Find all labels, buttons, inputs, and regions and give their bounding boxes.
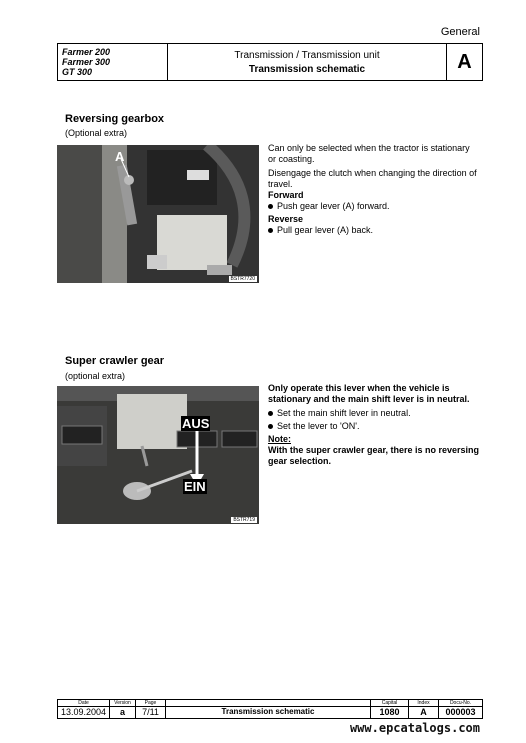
photo-tag: BSTR719 (233, 517, 255, 523)
footer-version-cell (110, 700, 136, 718)
bullet-icon (268, 424, 273, 429)
footer-label: Date (58, 700, 109, 707)
footer-label: Docu-No. (439, 700, 482, 707)
footer-index: A (420, 707, 427, 717)
section-title: Reversing gearbox (65, 113, 165, 125)
footer-label: Index (409, 700, 438, 707)
footer-capital-cell (371, 700, 409, 718)
footer-capital: 1080 (379, 707, 400, 717)
footer-docu: 000003 (445, 707, 476, 717)
note-text: With the super crawler gear, there is no reversing gear selection. (268, 445, 479, 466)
header-titles (168, 44, 446, 80)
page-subtitle: Transmission schematic (248, 64, 366, 75)
reversing-gearbox-text (268, 143, 480, 238)
page-footer (57, 699, 483, 719)
list-item-text: Set the main shift lever in neutral. (277, 408, 411, 418)
footer-title: Transmission schematic (221, 707, 315, 716)
footer-version: a (119, 707, 125, 717)
page-header (57, 43, 483, 81)
intro-text: Only operate this lever when the vehicle is stationary and the main shift lever is in neutral. (268, 383, 470, 404)
footer-docu-cell (439, 700, 482, 718)
footer-label: Page (136, 700, 165, 707)
footer-index-cell (409, 700, 439, 718)
section-note: (optional extra) (65, 371, 126, 381)
list-item (268, 225, 480, 236)
photo-label-aus: AUS (182, 416, 210, 431)
footer-label: Version (110, 700, 135, 707)
paragraph: Can only be selected when the tractor is stationary or coasting. (268, 143, 470, 164)
reverse-heading: Reverse (268, 214, 304, 224)
section-label: General (440, 26, 480, 38)
photo-tag: BSTR7720 (230, 276, 255, 282)
footer-label (166, 700, 370, 707)
chapter-letter: A (446, 44, 482, 80)
reversing-gearbox-photo (57, 145, 259, 283)
photo-label-a: A (115, 149, 125, 164)
note-heading: Note: (268, 434, 291, 444)
section-note: (Optional extra) (65, 128, 128, 138)
super-crawler-text (268, 383, 480, 467)
bullet-icon (268, 228, 273, 233)
forward-heading: Forward (268, 190, 304, 200)
footer-title-cell (166, 700, 371, 718)
list-item (268, 201, 480, 212)
model-name: GT 300 (62, 67, 93, 77)
bullet-icon (268, 411, 273, 416)
photo-label-ein: EIN (184, 479, 206, 494)
section-title: Super crawler gear (65, 355, 165, 367)
model-list (58, 44, 168, 80)
photo-illustration (57, 145, 259, 283)
list-item (268, 408, 480, 419)
list-item-text: Pull gear lever (A) back. (277, 225, 374, 235)
footer-date-cell (58, 700, 110, 718)
page-title: Transmission / Transmission unit (234, 50, 380, 61)
footer-label: Capital (371, 700, 408, 707)
super-crawler-photo (57, 386, 259, 524)
list-item-text: Set the lever to 'ON'. (277, 421, 360, 431)
photo-illustration (57, 386, 259, 524)
bullet-icon (268, 204, 273, 209)
watermark: www.epcatalogs.com (349, 721, 480, 735)
footer-date: 13.09.2004 (60, 707, 107, 717)
model-name: Farmer 200 (62, 47, 111, 57)
list-item-text: Push gear lever (A) forward. (277, 201, 390, 211)
list-item (268, 421, 480, 432)
paragraph: Disengage the clutch when changing the direction of travel. (268, 168, 477, 189)
footer-page-cell (136, 700, 166, 718)
model-name: Farmer 300 (62, 57, 111, 67)
footer-page: 7/11 (142, 707, 159, 717)
